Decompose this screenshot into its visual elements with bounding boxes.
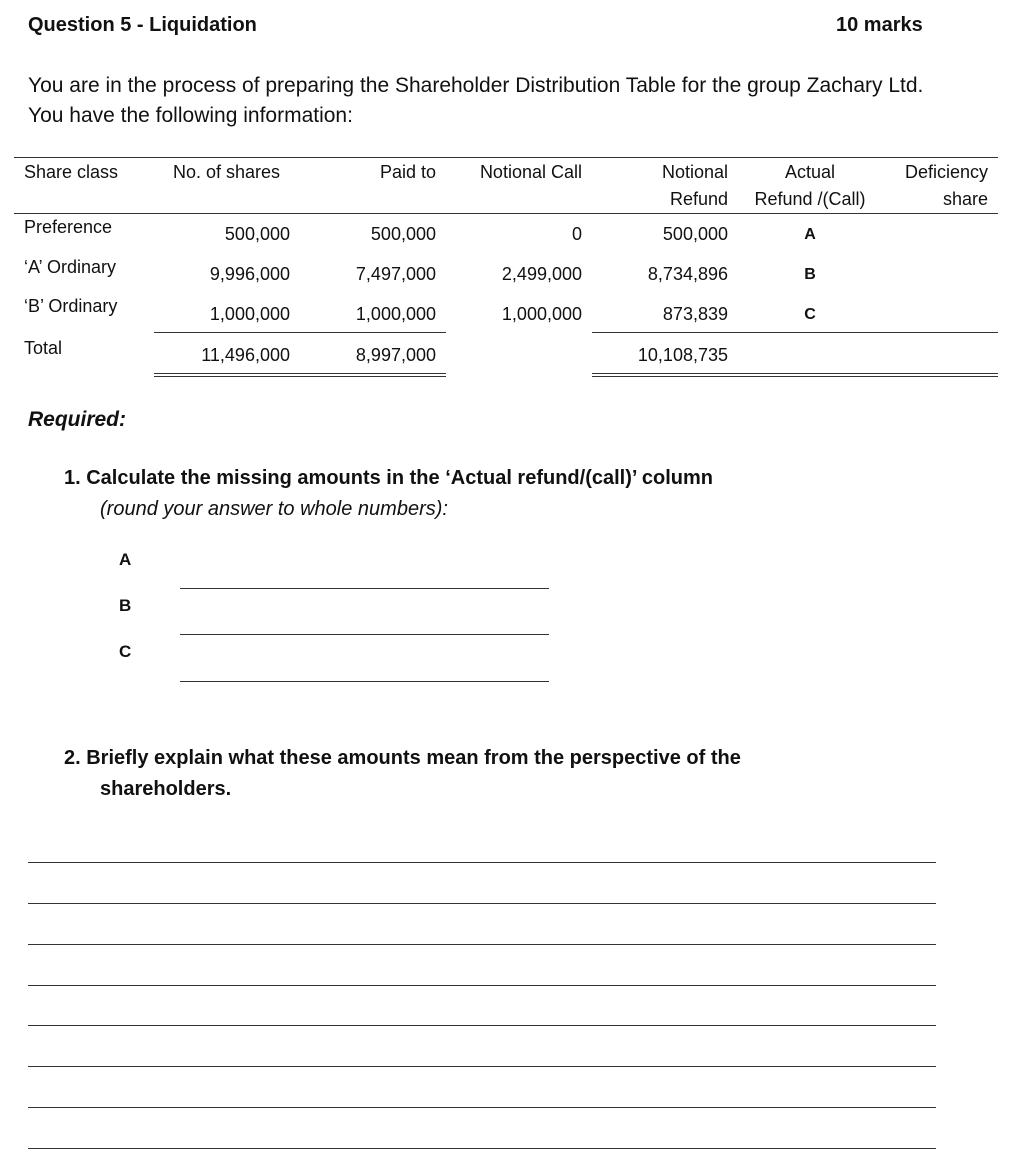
question-2-continued: shareholders. [100, 778, 232, 800]
question-2: 2. Briefly explain what these amounts mean from the perspective of the [64, 747, 741, 769]
header-notional-refund-line2: Refund [669, 189, 728, 209]
question-title: Question 5 - Liquidation [28, 14, 257, 36]
header-notional-refund-line1: Notional [661, 162, 728, 182]
total-label: Total [24, 338, 63, 358]
cell-actual-refund: A [804, 226, 816, 243]
cell-actual-refund: C [804, 306, 816, 323]
cell-notional-refund: 8,734,896 [647, 264, 728, 284]
cell-share-class: ‘B’ Ordinary [24, 296, 118, 316]
cell-share-class: Preference [24, 217, 113, 237]
header-share-class: Share class [24, 162, 119, 182]
total-double-rule-shares [154, 373, 446, 374]
writing-line[interactable] [28, 1066, 936, 1067]
writing-line[interactable] [28, 1148, 936, 1149]
total-double-rule-refund-2 [592, 376, 998, 377]
header-actual-refund-line2: Refund /(Call) [754, 189, 866, 209]
cell-no-of-shares: 500,000 [224, 224, 290, 244]
subtotal-rule-shares [154, 332, 446, 333]
cell-notional-call: 0 [571, 224, 582, 244]
header-no-of-shares: No. of shares [173, 162, 281, 182]
header-deficiency-line1: Deficiency [904, 162, 988, 182]
cell-paid-to: 500,000 [370, 224, 436, 244]
header-actual-refund-line1: Actual [784, 162, 836, 182]
writing-line[interactable] [28, 1107, 936, 1108]
total-notional-refund: 10,108,735 [637, 345, 728, 365]
answer-line-c[interactable] [180, 681, 549, 682]
answer-label-b: B [119, 596, 132, 615]
question-1-instruction: (round your answer to whole numbers): [100, 498, 448, 520]
header-deficiency-line2: share [942, 189, 988, 209]
cell-paid-to: 1,000,000 [355, 304, 436, 324]
cell-notional-call: 2,499,000 [501, 264, 582, 284]
writing-line[interactable] [28, 903, 936, 904]
total-paid-to: 8,997,000 [355, 345, 436, 365]
question-1: 1. Calculate the missing amounts in the ‘Actual refund/(call)’ column [64, 467, 714, 489]
answer-label-c: C [119, 642, 132, 661]
table-top-rule [14, 157, 998, 158]
writing-line[interactable] [28, 862, 936, 863]
cell-no-of-shares: 9,996,000 [209, 264, 290, 284]
total-double-rule-refund [592, 373, 998, 374]
answer-line-a[interactable] [180, 588, 549, 589]
cell-notional-refund: 500,000 [662, 224, 728, 244]
intro-paragraph: You are in the process of preparing the Shareholder Distribution Table for the group Zachary Ltd. You have the following information: [28, 74, 924, 127]
cell-share-class: ‘A’ Ordinary [24, 257, 117, 277]
writing-line[interactable] [28, 944, 936, 945]
required-heading: Required: [28, 408, 127, 431]
writing-line[interactable] [28, 985, 936, 986]
answer-label-a: A [119, 550, 132, 569]
cell-paid-to: 7,497,000 [355, 264, 436, 284]
answer-line-b[interactable] [180, 634, 549, 635]
total-double-rule-shares-2 [154, 376, 446, 377]
writing-line[interactable] [28, 1025, 936, 1026]
total-no-of-shares: 11,496,000 [201, 345, 290, 365]
table-header-rule [14, 213, 998, 214]
header-paid-to: Paid to [379, 162, 436, 182]
cell-notional-call: 1,000,000 [501, 304, 582, 324]
marks-label: 10 marks [836, 14, 923, 36]
header-notional-call: Notional Call [479, 162, 582, 182]
subtotal-rule-refund [592, 332, 998, 333]
cell-actual-refund: B [804, 266, 816, 283]
cell-notional-refund: 873,839 [662, 304, 728, 324]
cell-no-of-shares: 1,000,000 [209, 304, 290, 324]
